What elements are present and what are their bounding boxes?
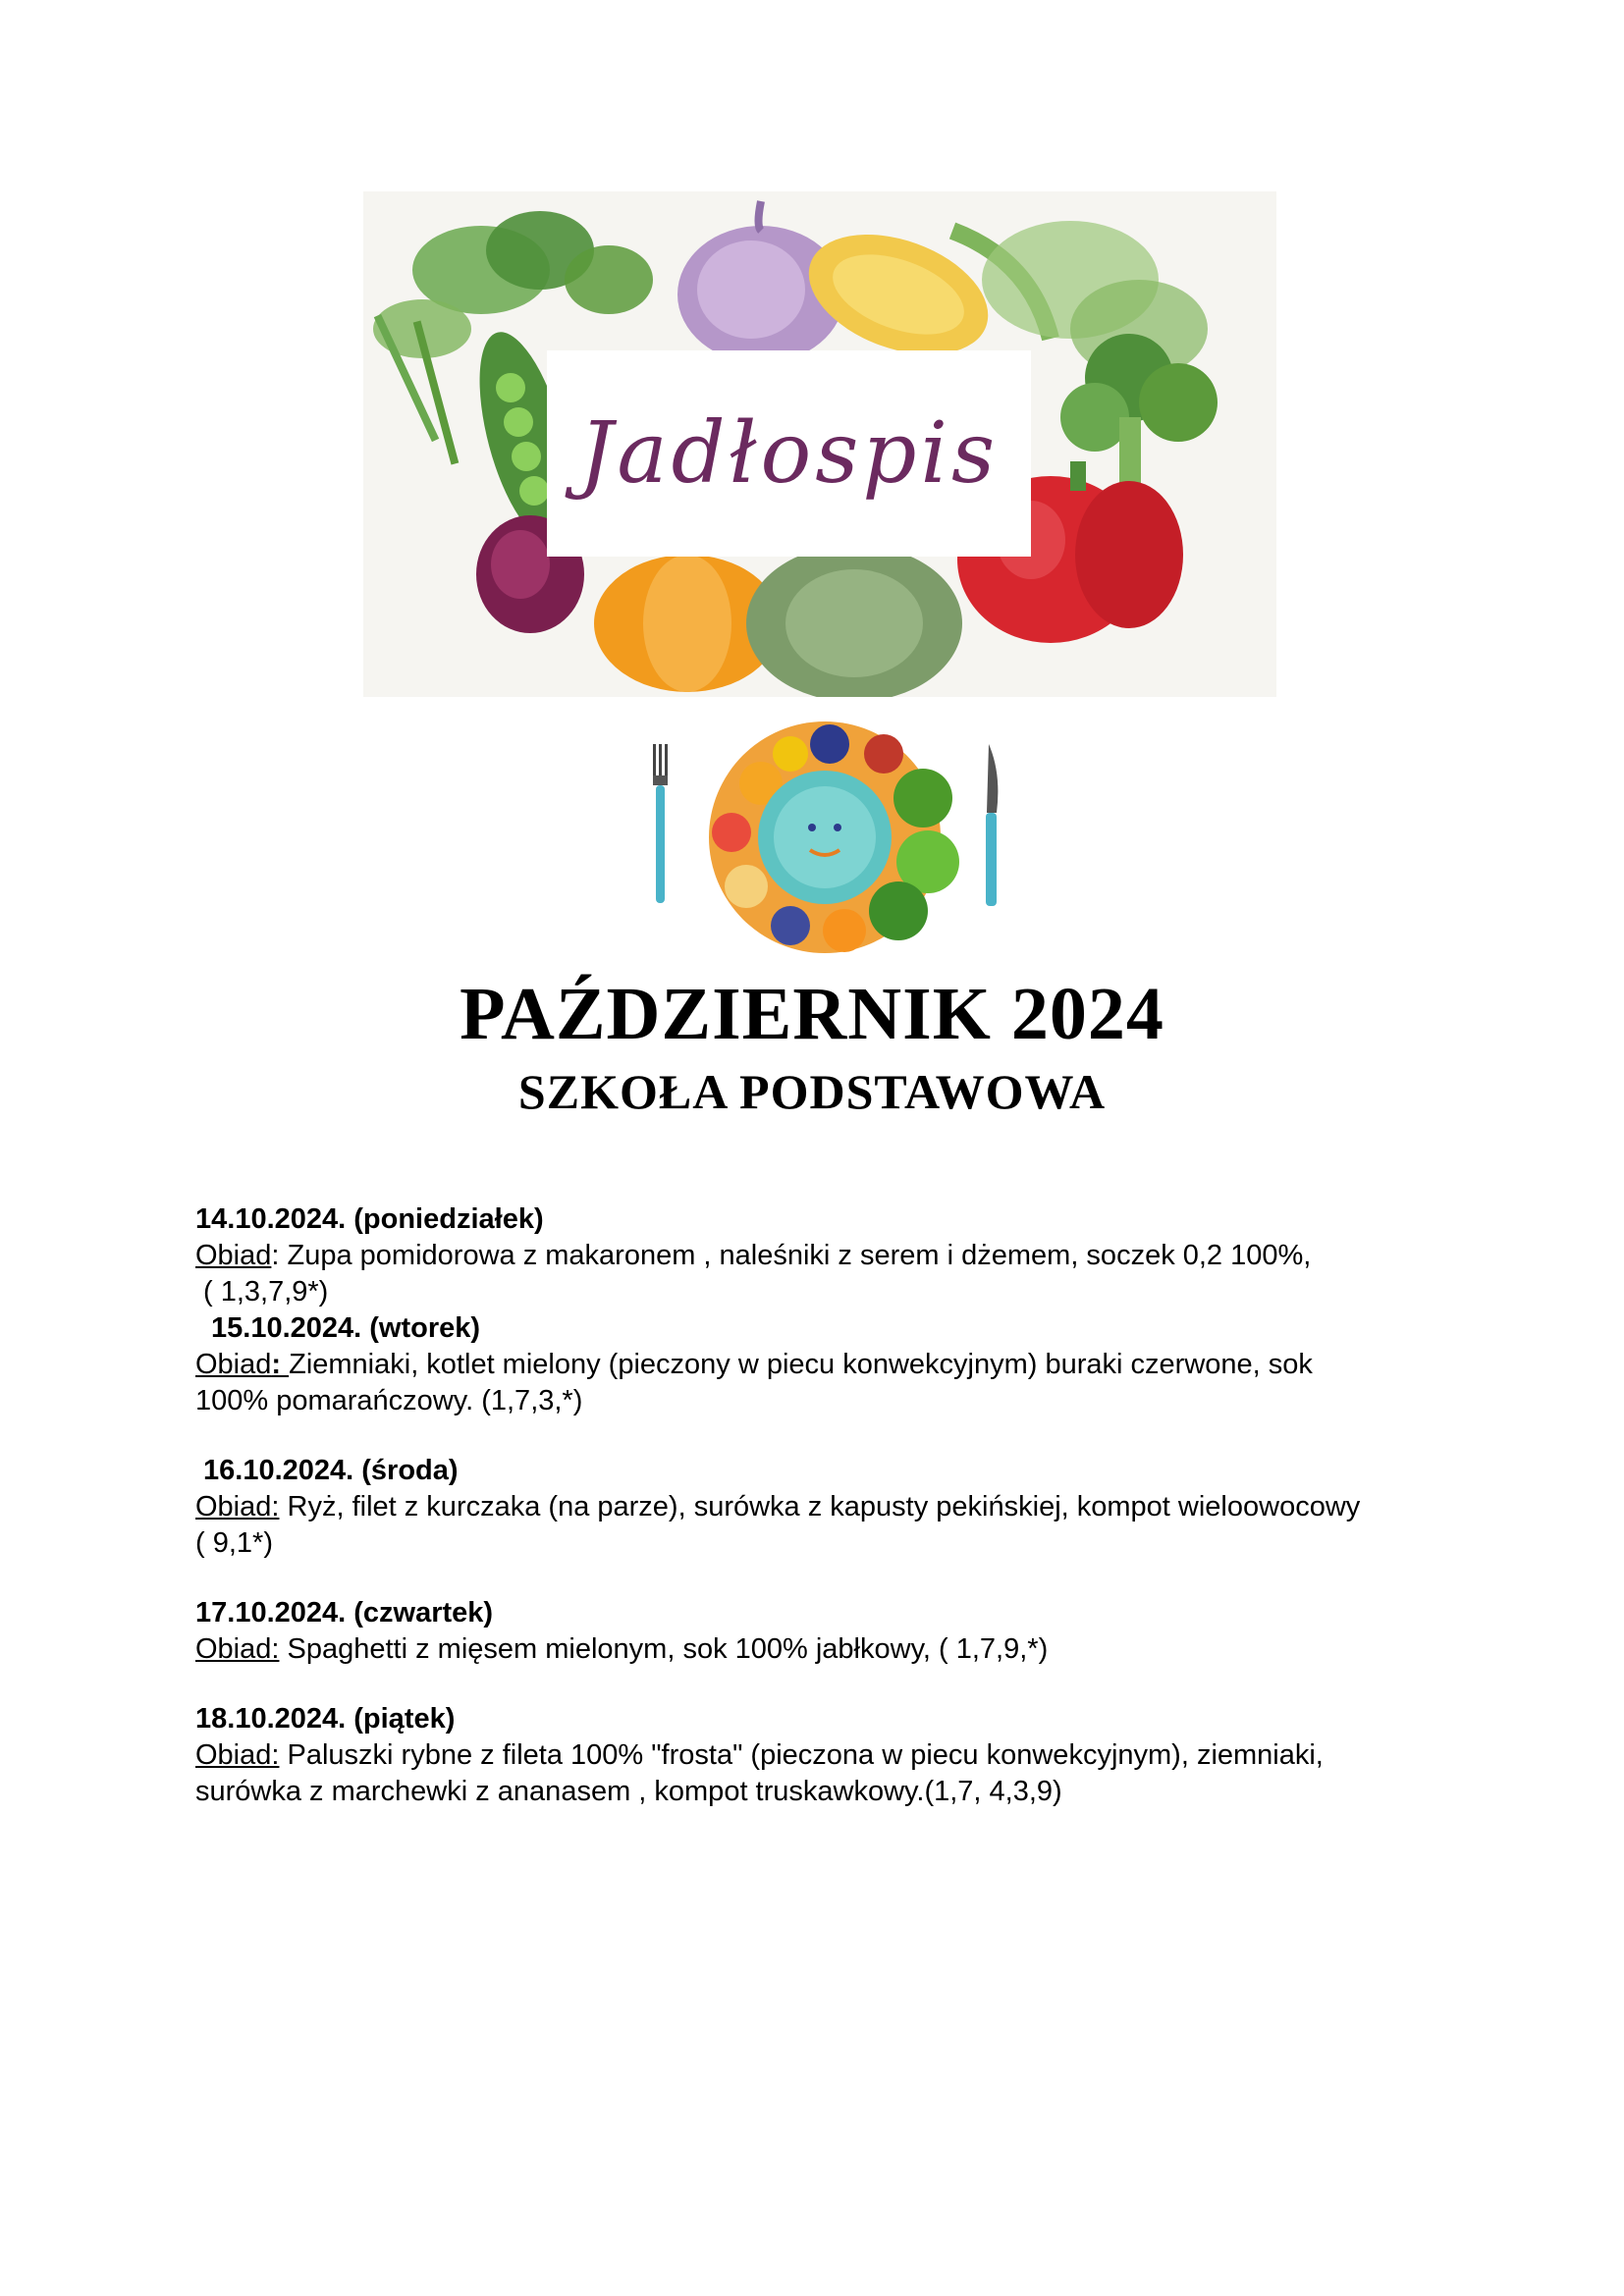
meal-label: Obiad:	[195, 1739, 280, 1771]
menu-day	[195, 1310, 1472, 1419]
knife-icon	[986, 744, 998, 906]
meal-line	[195, 1631, 1472, 1668]
meal-label: Obiad	[195, 1240, 272, 1271]
day-date: 15.10.2024. (wtorek)	[211, 1312, 481, 1344]
meal-label: Obiad:	[195, 1633, 280, 1665]
meal-line	[195, 1347, 1472, 1383]
plate-icon	[643, 715, 1016, 960]
meal-allergens: ( 1,3,7,9*)	[203, 1276, 329, 1308]
fruit-plate-illustration	[643, 715, 1016, 960]
meal-text-continued: 100% pomarańczowy. (1,7,3,*)	[195, 1385, 583, 1416]
meal-label: Obiad:	[195, 1491, 280, 1522]
day-date: 18.10.2024. (piątek)	[195, 1703, 456, 1735]
day-date: 16.10.2024. (środa)	[203, 1455, 459, 1486]
menu-day	[195, 1701, 1472, 1810]
day-date: 17.10.2024. (czwartek)	[195, 1597, 494, 1629]
meal-line	[195, 1737, 1472, 1774]
meal-text-continued: surówka z marchewki z ananasem , kompot truskawkowy.(1,7, 4,3,9)	[195, 1776, 1062, 1807]
meal-text: Ryż, filet z kurczaka (na parze), surówka z kapusty pekińskiej, kompot wieloowocowy	[279, 1491, 1361, 1522]
meal-text: Zupa pomidorowa z makaronem , naleśniki z serem i dżemem, soczek 0,2 100%,	[279, 1240, 1312, 1271]
spacer	[195, 1668, 1472, 1701]
menu-day	[195, 1453, 1472, 1562]
meal-allergens: ( 9,1*)	[195, 1527, 273, 1559]
fork-icon	[653, 744, 668, 903]
menu-day	[195, 1595, 1472, 1668]
meal-text: Spaghetti z mięsem mielonym, sok 100% jabłkowy, ( 1,7,9,*)	[279, 1633, 1049, 1665]
spacer	[195, 1419, 1472, 1453]
menu-banner	[363, 191, 1276, 697]
menu-list	[195, 1201, 1472, 1810]
meal-text: Ziemniaki, kotlet mielony (pieczony w piecu konwekcyjnym) buraki czerwone, sok	[289, 1349, 1313, 1380]
meal-separator: :	[271, 1240, 280, 1271]
artichoke-illustration	[746, 545, 962, 697]
month-title: PAŹDZIERNIK 2024	[460, 973, 1164, 1055]
meal-line	[195, 1489, 1472, 1525]
meal-separator: :	[271, 1349, 290, 1380]
banner-card	[547, 350, 1031, 557]
menu-day	[195, 1201, 1472, 1310]
meal-label: Obiad	[195, 1349, 272, 1380]
spacer	[195, 1562, 1472, 1595]
meal-text: Paluszki rybne z fileta 100% "frosta" (pieczona w piecu konwekcyjnym), ziemniaki,	[279, 1739, 1324, 1771]
meal-line	[195, 1238, 1472, 1274]
school-title: SZKOŁA PODSTAWOWA	[517, 1064, 1107, 1119]
day-date: 14.10.2024. (poniedziałek)	[195, 1203, 544, 1235]
banner-title: Jadłospis	[578, 404, 1000, 503]
